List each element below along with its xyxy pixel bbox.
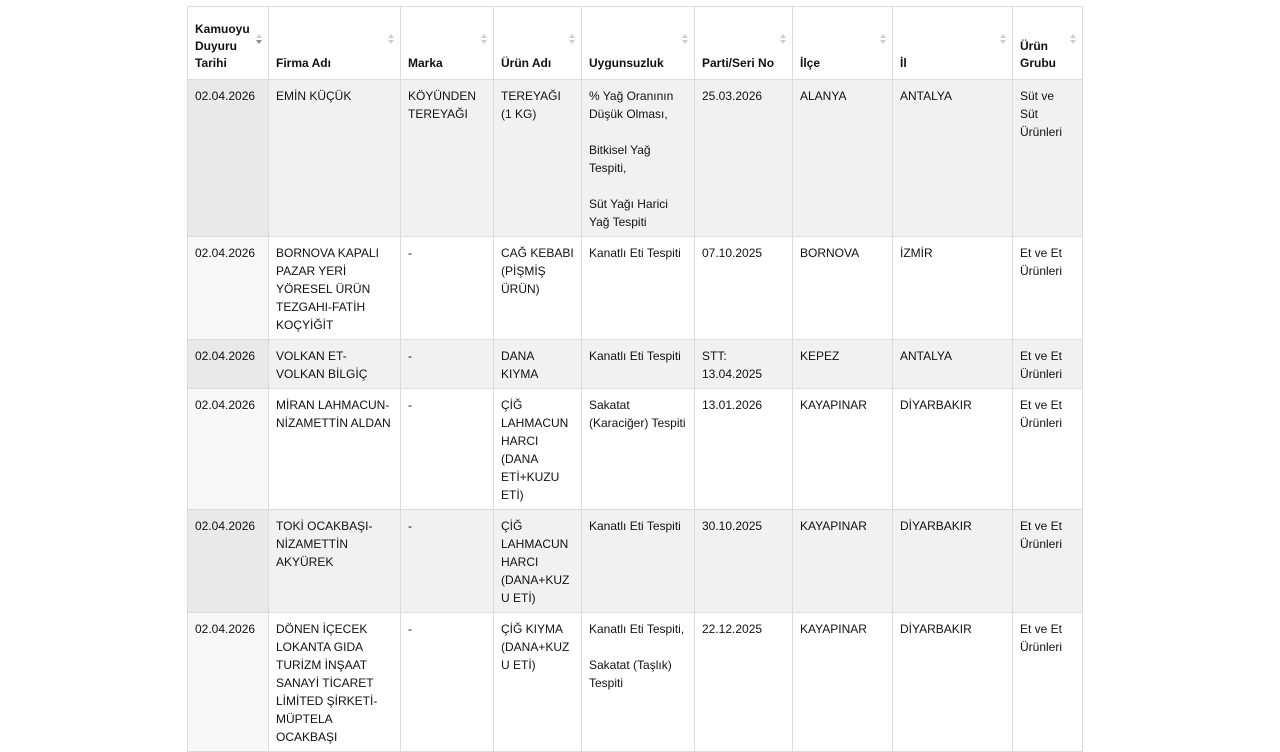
cell-brand: KÖYÜNDEN TEREYAĞI xyxy=(401,80,494,237)
cell-city: DİYARBAKIR xyxy=(893,510,1013,613)
header-row xyxy=(188,7,1083,80)
cell-group: Et ve Et Ürünleri xyxy=(1013,613,1083,752)
column-header-label: Ürün Grubu xyxy=(1020,39,1056,70)
sort-arrows-icon[interactable] xyxy=(880,34,887,46)
cell-firm: MİRAN LAHMACUN-NİZAMETTİN ALDAN xyxy=(269,389,401,510)
cell-line-gap xyxy=(589,638,687,656)
cell-issue xyxy=(582,389,695,510)
cell-date: 02.04.2026 xyxy=(188,80,269,237)
sort-arrows-icon[interactable] xyxy=(569,34,576,46)
cell-product: ÇİĞ LAHMACUN HARCI (DANA ETİ+KUZU ETİ) xyxy=(494,389,582,510)
cell-line-gap xyxy=(589,177,687,195)
cell-city: ANTALYA xyxy=(893,340,1013,389)
table-row xyxy=(188,510,1083,613)
cell-text-line: Sakatat (Karaciğer) Tespiti xyxy=(589,398,686,430)
column-header-label: İl xyxy=(900,56,907,70)
cell-date: 02.04.2026 xyxy=(188,389,269,510)
cell-firm: TOKİ OCAKBAŞI-NİZAMETTİN AKYÜREK xyxy=(269,510,401,613)
cell-issue xyxy=(582,237,695,340)
cell-firm: VOLKAN ET-VOLKAN BİLGİÇ xyxy=(269,340,401,389)
cell-city: DİYARBAKIR xyxy=(893,613,1013,752)
cell-brand: - xyxy=(401,613,494,752)
table-header xyxy=(188,7,1083,80)
sort-arrows-icon[interactable] xyxy=(780,34,787,46)
cell-product: ÇİĞ KIYMA (DANA+KUZU ETİ) xyxy=(494,613,582,752)
cell-date: 02.04.2026 xyxy=(188,510,269,613)
column-header-issue[interactable] xyxy=(582,7,695,80)
cell-text-line: Kanatlı Eti Tespiti xyxy=(589,246,681,260)
cell-line-gap xyxy=(589,123,687,141)
cell-date: 02.04.2026 xyxy=(188,237,269,340)
table-row xyxy=(188,389,1083,510)
cell-batch: 13.01.2026 xyxy=(695,389,793,510)
cell-text-line: Süt Yağı Harici Yağ Tespiti xyxy=(589,197,668,229)
cell-issue xyxy=(582,340,695,389)
cell-batch: 25.03.2026 xyxy=(695,80,793,237)
table-row xyxy=(188,80,1083,237)
cell-date: 02.04.2026 xyxy=(188,613,269,752)
recall-table-container xyxy=(187,6,1082,752)
cell-date: 02.04.2026 xyxy=(188,340,269,389)
cell-city: DİYARBAKIR xyxy=(893,389,1013,510)
sort-arrows-icon[interactable] xyxy=(682,34,689,46)
cell-district: KEPEZ xyxy=(793,340,893,389)
cell-product: ÇİĞ LAHMACUN HARCI (DANA+KUZU ETİ) xyxy=(494,510,582,613)
column-header-label: Ürün Adı xyxy=(501,56,552,70)
cell-brand: - xyxy=(401,389,494,510)
cell-batch: 30.10.2025 xyxy=(695,510,793,613)
cell-text-line: % Yağ Oranının Düşük Olması, xyxy=(589,89,674,121)
sort-arrows-icon[interactable] xyxy=(481,34,488,46)
cell-district: KAYAPINAR xyxy=(793,389,893,510)
table-body xyxy=(188,80,1083,752)
table-row xyxy=(188,340,1083,389)
column-header-label: Marka xyxy=(408,56,443,70)
column-header-group[interactable] xyxy=(1013,7,1083,80)
cell-district: ALANYA xyxy=(793,80,893,237)
column-header-label: Uygunsuzluk xyxy=(589,56,664,70)
cell-group: Et ve Et Ürünleri xyxy=(1013,237,1083,340)
column-header-label: Firma Adı xyxy=(276,56,331,70)
column-header-label: Kamuoyu Duyuru Tarihi xyxy=(195,22,250,70)
column-header-district[interactable] xyxy=(793,7,893,80)
cell-city: İZMİR xyxy=(893,237,1013,340)
cell-text-line: Bitkisel Yağ Tespiti, xyxy=(589,143,651,175)
cell-brand: - xyxy=(401,340,494,389)
column-header-label: Parti/Seri No xyxy=(702,56,775,70)
cell-district: BORNOVA xyxy=(793,237,893,340)
cell-district: KAYAPINAR xyxy=(793,613,893,752)
cell-brand: - xyxy=(401,237,494,340)
cell-group: Süt ve Süt Ürünleri xyxy=(1013,80,1083,237)
recall-table xyxy=(187,6,1083,752)
cell-issue xyxy=(582,80,695,237)
sort-arrows-icon[interactable] xyxy=(388,34,395,46)
cell-group: Et ve Et Ürünleri xyxy=(1013,510,1083,613)
cell-text-line: Kanatlı Eti Tespiti xyxy=(589,349,681,363)
sort-arrows-icon[interactable] xyxy=(256,34,263,46)
cell-batch: 22.12.2025 xyxy=(695,613,793,752)
cell-firm: DÖNEN İÇECEK LOKANTA GIDA TURİZM İNŞAAT SANAYİ TİCARET LİMİTED ŞİRKETİ-MÜPTELA OCAKBAŞI xyxy=(269,613,401,752)
table-row xyxy=(188,237,1083,340)
column-header-date[interactable] xyxy=(188,7,269,80)
cell-issue xyxy=(582,613,695,752)
table-row xyxy=(188,613,1083,752)
column-header-firm[interactable] xyxy=(269,7,401,80)
column-header-city[interactable] xyxy=(893,7,1013,80)
column-header-label: İlçe xyxy=(800,56,821,70)
cell-district: KAYAPINAR xyxy=(793,510,893,613)
column-header-batch[interactable] xyxy=(695,7,793,80)
cell-text-line: Kanatlı Eti Tespiti xyxy=(589,519,681,533)
cell-firm: EMİN KÜÇÜK xyxy=(269,80,401,237)
cell-batch: STT: 13.04.2025 xyxy=(695,340,793,389)
cell-group: Et ve Et Ürünleri xyxy=(1013,389,1083,510)
column-header-brand[interactable] xyxy=(401,7,494,80)
cell-group: Et ve Et Ürünleri xyxy=(1013,340,1083,389)
cell-text-line: Kanatlı Eti Tespiti, xyxy=(589,622,685,636)
column-header-product[interactable] xyxy=(494,7,582,80)
cell-city: ANTALYA xyxy=(893,80,1013,237)
cell-issue xyxy=(582,510,695,613)
cell-brand: - xyxy=(401,510,494,613)
cell-product: TEREYAĞI (1 KG) xyxy=(494,80,582,237)
sort-arrows-icon[interactable] xyxy=(1070,34,1077,46)
cell-product: CAĞ KEBABI (PİŞMİŞ ÜRÜN) xyxy=(494,237,582,340)
sort-arrows-icon[interactable] xyxy=(1000,34,1007,46)
cell-batch: 07.10.2025 xyxy=(695,237,793,340)
cell-firm: BORNOVA KAPALI PAZAR YERİ YÖRESEL ÜRÜN TEZGAHI-FATİH KOÇYİĞİT xyxy=(269,237,401,340)
cell-product: DANA KIYMA xyxy=(494,340,582,389)
cell-text-line: Sakatat (Taşlık) Tespiti xyxy=(589,658,672,690)
